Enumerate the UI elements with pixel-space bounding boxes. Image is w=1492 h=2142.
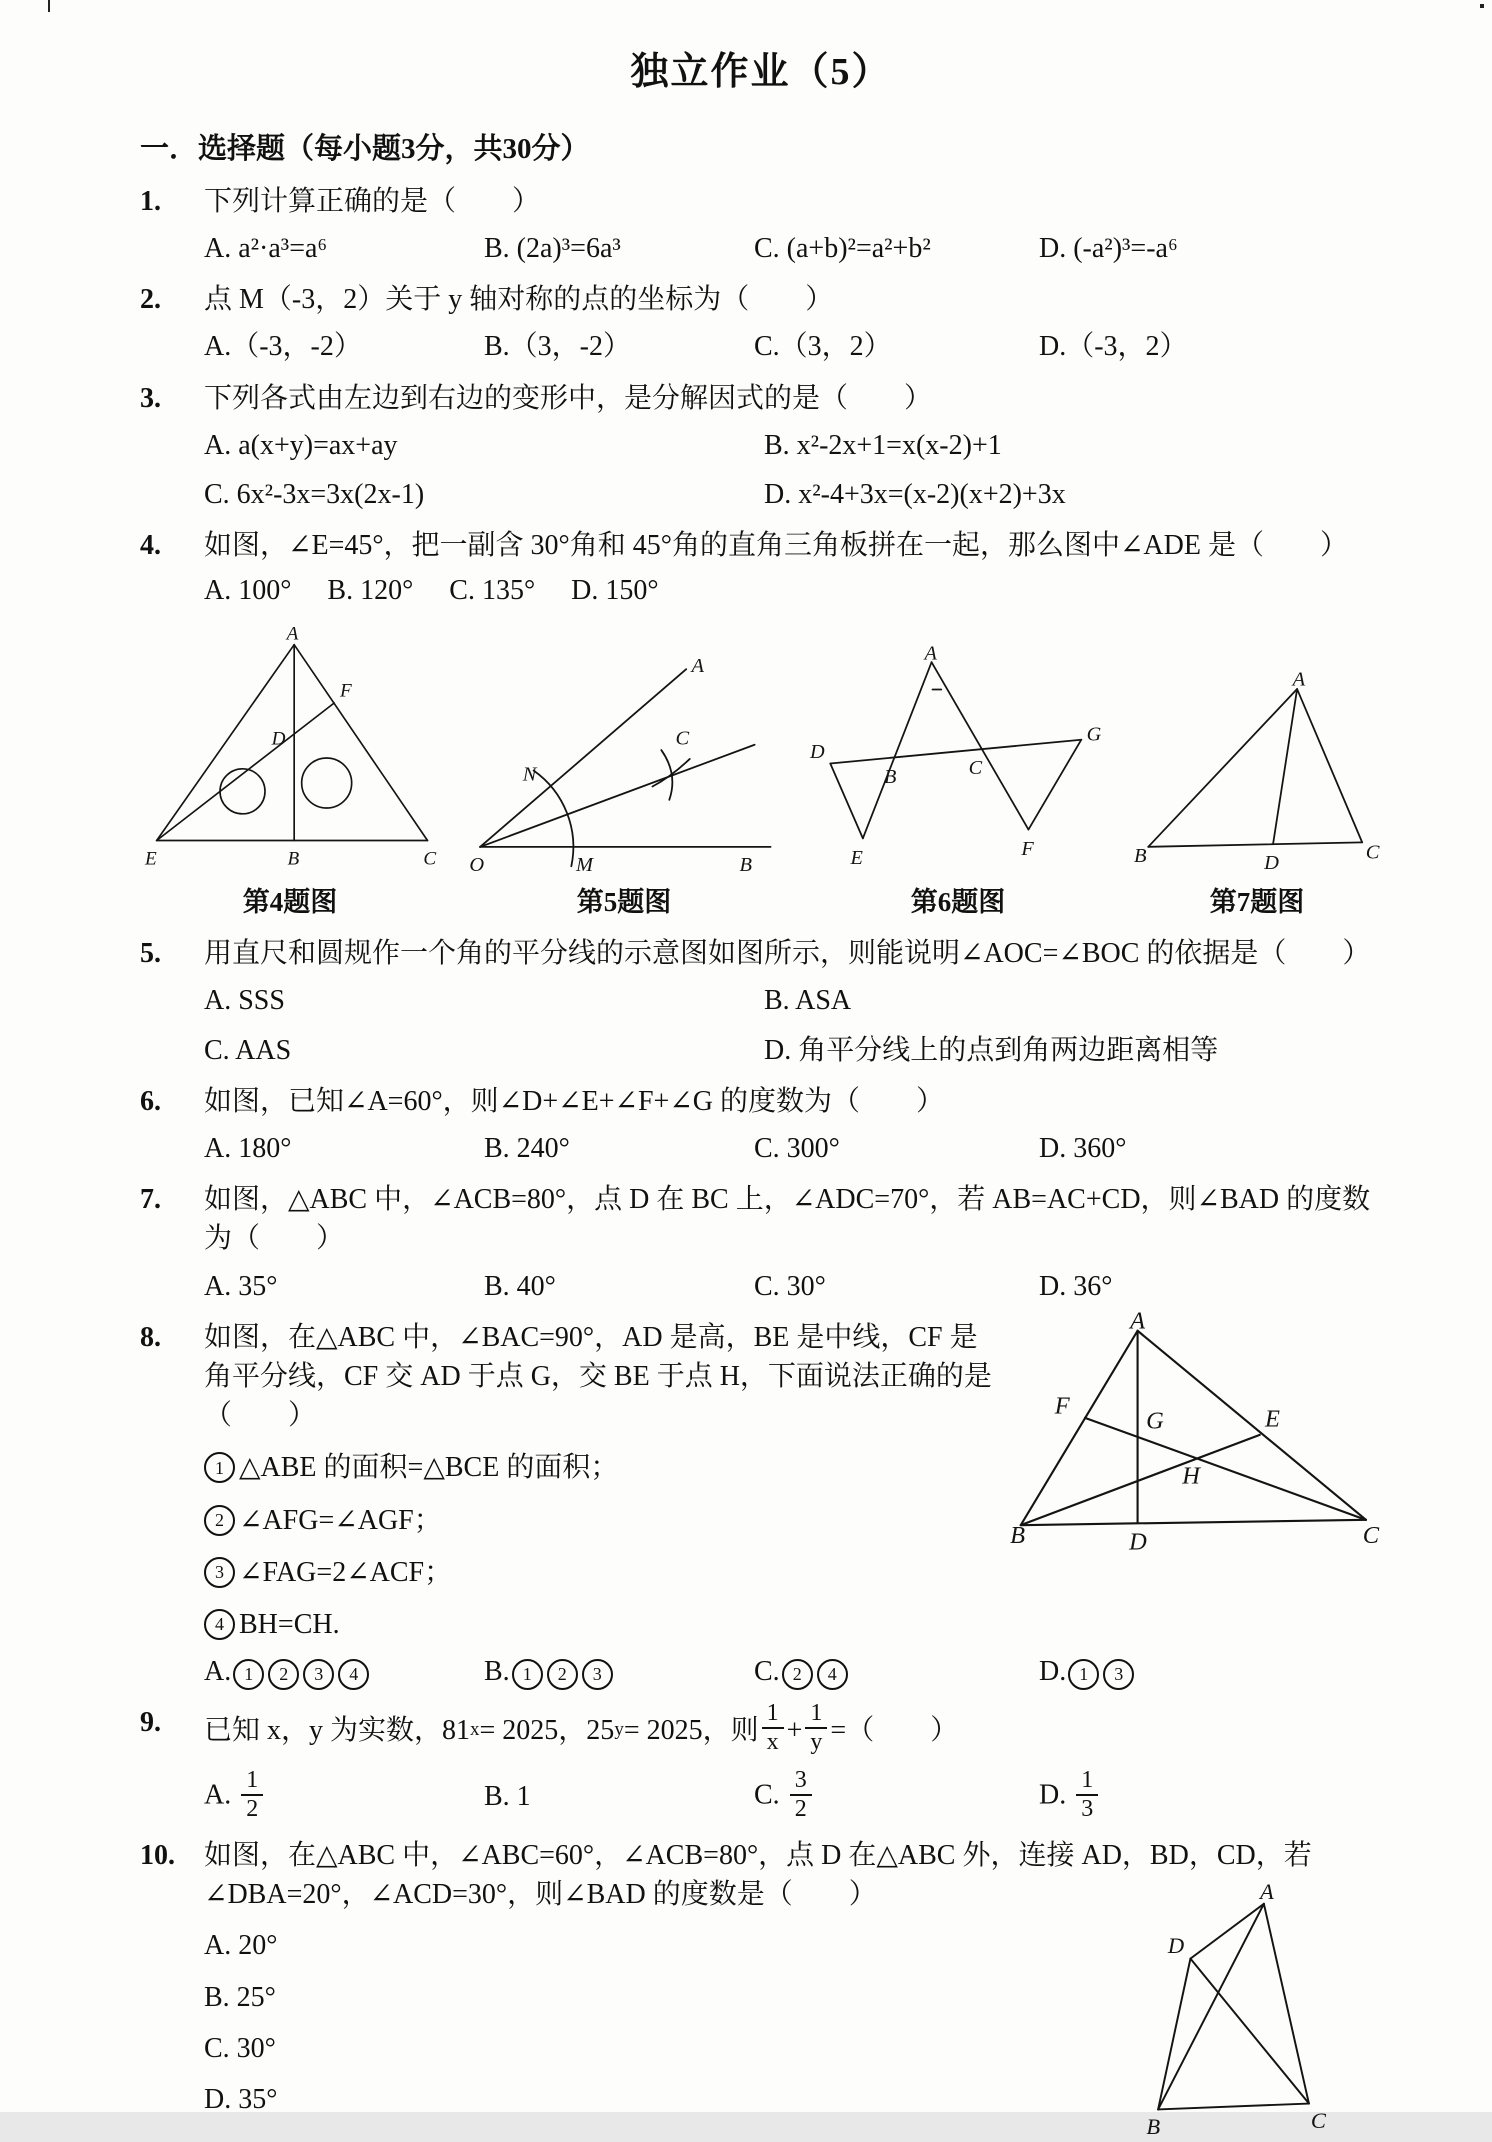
statement-4 [204,1605,1382,1644]
question-6 [140,1082,1382,1168]
options-row [204,1267,1382,1306]
vertex-label-f: F [340,680,352,702]
question-text: 如图，在△ABC 中，∠ABC=60°，∠ACB=80°，点 D 在△ABC 外，连接 AD，BD，CD，若∠DBA=20°，∠ACD=30°，则∠BAD 的度数是（ ） [204,1840,1312,1911]
figure-q7-box [1132,668,1382,922]
option-d: D. 36° [1039,1270,1113,1302]
question-7 [140,1180,1382,1306]
vertex-label-a: A [1292,668,1306,691]
question-body [204,182,1382,268]
statement-text: △ABE 的面积=△BCE 的面积； [239,1452,619,1484]
vertex-label-e: E [850,847,863,870]
figure-q7-triangle-cevian [1132,668,1382,878]
option-a: A. 180° [204,1133,292,1165]
figure-row [140,624,1382,922]
question-number: 5. [140,938,161,970]
vertex-label-g: G [1086,724,1102,747]
option-c: C. 300° [754,1133,840,1165]
option-b: B. 40° [484,1270,556,1302]
vertex-label-b: B [287,849,300,871]
option-b: B. 25° [204,1981,276,2013]
statement-2 [204,1501,992,1540]
question-text: 如图，∠E=45°，把一副含 30°角和 45°角的直角三角板拼在一起，那么图中∠ADE 是（ ） [204,530,1348,562]
vertex-label-c: C [968,757,983,780]
vertex-label-d: D [1167,1932,1185,1958]
section-heading: 一．选择题（每小题3分，共30分） [140,133,590,166]
circled-number: 2 [204,1505,235,1536]
question-number: 1. [140,185,161,217]
statement-text: BH=CH. [239,1608,340,1640]
question-number: 2. [140,284,161,316]
scan-artifact-right [1480,4,1484,8]
fraction-3-over-2: $\frac{3}{2}$ [790,1768,812,1822]
figure-caption: 第4题图 [242,887,338,918]
option-d: D. 360° [1039,1133,1127,1165]
question-body [204,1307,1382,1692]
statement-text: ∠FAG=2∠ACF； [239,1556,453,1588]
options-grid [204,426,1382,514]
plus-sign: + [786,1714,803,1746]
question-body [204,379,1382,515]
vertex-label-g: G [1146,1407,1164,1435]
vertex-label-d: D [271,729,286,751]
option-c: C. 30° [754,1270,826,1302]
option-a: A.（-3，-2） [204,331,362,363]
question-2 [140,280,1382,366]
question-8 [140,1307,1382,1692]
option-b: B. 1 2 3 [484,1652,754,1691]
question-body [204,1180,1382,1306]
options-grid [204,981,1382,1069]
vertex-label-d: D [810,741,825,764]
option-d: D. 1 3 [1039,1652,1382,1691]
question-5 [140,934,1382,1070]
vertex-label-a: A [691,655,705,678]
math-text: = 2025，25 [479,1714,615,1746]
question-10 [140,1836,1382,2139]
vertex-label-c: C [675,728,690,751]
figure-q6-zigzag-star [808,643,1108,878]
option-b: B.（3，-2） [484,331,632,363]
question-number: 9. [140,1707,161,1739]
option-b: B. 240° [484,1133,570,1165]
option-c: C. 30° [204,2032,276,2064]
option-a: A. 35° [204,1270,278,1302]
fraction-1-over-y: $\frac{1}{y}$ [805,1701,827,1755]
question-number: 4. [140,530,161,562]
figure-caption: 第5题图 [576,887,672,918]
vertex-label-d: D [1129,1528,1147,1556]
option-b: B. ASA [764,985,852,1017]
question-text: 下列各式由左边到右边的变形中，是分解因式的是（ ） [204,382,933,414]
fraction-1-over-3: $\frac{1}{3}$ [1076,1768,1098,1822]
question-number: 7. [140,1184,161,1216]
option-d: D. 150° [571,575,659,607]
option-d: D.（-3，2） [1039,331,1188,363]
option-d: D. (-a²)³=-a⁶ [1039,232,1178,264]
option-c: C. 6x²-3x=3x(2x-1) [204,478,425,510]
figure-q6-box [808,643,1108,922]
vertex-label-n: N [522,763,537,786]
figure-q8-triangle-cevians [1010,1307,1382,1557]
vertex-label-c: C [1365,841,1380,864]
option-b: B. 120° [327,575,414,607]
vertex-label-d: D [1264,852,1279,875]
vertex-label-b: B [1146,2113,1161,2139]
question-9 [140,1700,1382,1824]
math-text: =（ ） [830,1714,959,1746]
option-c: C. (a+b)²=a²+b² [754,232,931,264]
figure-q4-box [140,624,440,922]
question-text: 如图，△ABC 中，∠ACB=80°，点 D 在 BC 上，∠ADC=70°，若 AB=AC+CD，则∠BAD 的度数为（ ） [204,1184,1371,1255]
vertex-label-b: B [739,854,752,877]
vertex-label-b: B [1010,1521,1026,1549]
option-d: D. x²-4+3x=(x-2)(x+2)+3x [764,478,1066,510]
math-text: = 2025，则 [623,1714,759,1746]
statement-text: ∠AFG=∠AGF； [239,1504,442,1536]
option-c: C. AAS [204,1034,292,1066]
option-a: A. 1 2 3 4 [204,1652,484,1691]
option-a: A. 100° [204,575,292,607]
options-row [204,1766,1382,1824]
options-row [204,1652,1382,1691]
option-c: C. 2 4 [754,1652,1039,1691]
option-a: A. a(x+y)=ax+ay [204,429,398,461]
fraction-1-over-x: $\frac{1}{x}$ [762,1701,784,1755]
vertex-label-m: M [576,854,594,877]
option-d: D. 角平分线上的点到角两边距离相等 [764,1034,1219,1066]
math-text: 已知 x，y 为实数，81 [204,1714,471,1746]
option-a: A. 20° [204,1930,278,1962]
question-number: 8. [140,1321,161,1353]
vertex-label-b: B [884,766,897,789]
circled-number: 1 [204,1452,235,1483]
vertex-label-f: F [1021,838,1034,861]
option-d: D. $\frac{1}{3}$ [1039,1770,1382,1824]
option-a: A. SSS [204,985,285,1017]
vertex-label-e: E [1265,1405,1280,1433]
question-body [204,526,1382,610]
question-body [204,280,1382,366]
vertex-label-b: B [1134,845,1147,868]
question-3 [140,379,1382,515]
vertex-label-c: C [1362,1521,1380,1549]
vertex-label-o: O [469,854,485,877]
figure-caption: 第6题图 [910,887,1006,918]
options-row [204,1129,1382,1168]
vertex-label-a: A [286,624,299,646]
question-number: 10. [140,1840,175,1872]
question-body [204,1082,1382,1168]
circled-number: 3 [204,1557,235,1588]
vertex-label-e: E [145,849,157,871]
vertex-label-c: C [423,849,437,871]
question-text: 点 M（-3，2）关于 y 轴对称的点的坐标为（ ） [204,284,834,316]
vertex-label-c: C [1310,2108,1326,2134]
question-body [204,1700,1382,1824]
option-a: A. $\frac{1}{2}$ [204,1770,484,1824]
figure-q5-angle-bisector-construction [464,647,784,878]
statement-1 [204,1448,992,1487]
scan-artifact-left [48,0,50,12]
question-text: 用直尺和圆规作一个角的平分线的示意图如图所示，则能说明∠AOC=∠BOC 的依据是（ ） [204,938,1371,970]
option-b: B. (2a)³=6a³ [484,232,621,264]
page-title: 独立作业（5） [630,51,892,93]
fraction-1-over-2: $\frac{1}{2}$ [241,1768,263,1822]
question-1 [140,182,1382,268]
option-b: B. 1 [484,1781,531,1813]
option-c: C.（3，2） [754,331,892,363]
option-a: A. a²·a³=a⁶ [204,232,328,264]
question-number: 3. [140,382,161,414]
question-text: 如图，在△ABC 中，∠BAC=90°，AD 是高，BE 是中线，CF 是角平分线，CF 交 AD 于点 G，交 BE 于点 H，下面说法正确的是（ ） [204,1321,992,1432]
question-number: 6. [140,1085,161,1117]
figure-caption: 第7题图 [1209,887,1305,918]
vertex-label-a: A [924,643,937,666]
question-text: 如图，已知∠A=60°，则∠D+∠E+∠F+∠G 的度数为（ ） [204,1085,945,1117]
vertex-label-a: A [1259,1878,1274,1904]
vertex-label-a: A [1130,1307,1146,1335]
question-text: 下列计算正确的是（ ） [204,185,541,217]
vertex-label-h: H [1182,1462,1200,1490]
figure-q10-triangle-external-point [1117,1878,1352,2142]
question-body [204,934,1382,1070]
statement-3 [204,1553,992,1592]
option-b: B. x²-2x+1=x(x-2)+1 [764,429,1002,461]
option-d: D. 35° [204,2083,278,2115]
figure-q5-box [464,647,784,922]
vertex-label-f: F [1054,1392,1070,1420]
question-4 [140,526,1382,610]
circled-number: 4 [204,1609,235,1640]
question-text: 已知 x，y 为实数，81 x = 2025，25 y = 2025，则 $\frac{1}{x}$ + $\frac{1}{y}$ =（ ） [204,1700,959,1756]
question-body [204,1836,1382,2139]
options-row [204,229,1382,268]
figure-q4-triangle-setsquares [140,624,440,878]
option-c: C. 135° [449,575,536,607]
options-row [204,571,1382,610]
options-row [204,327,1382,366]
option-c: C. $\frac{3}{2}$ [754,1770,1039,1824]
